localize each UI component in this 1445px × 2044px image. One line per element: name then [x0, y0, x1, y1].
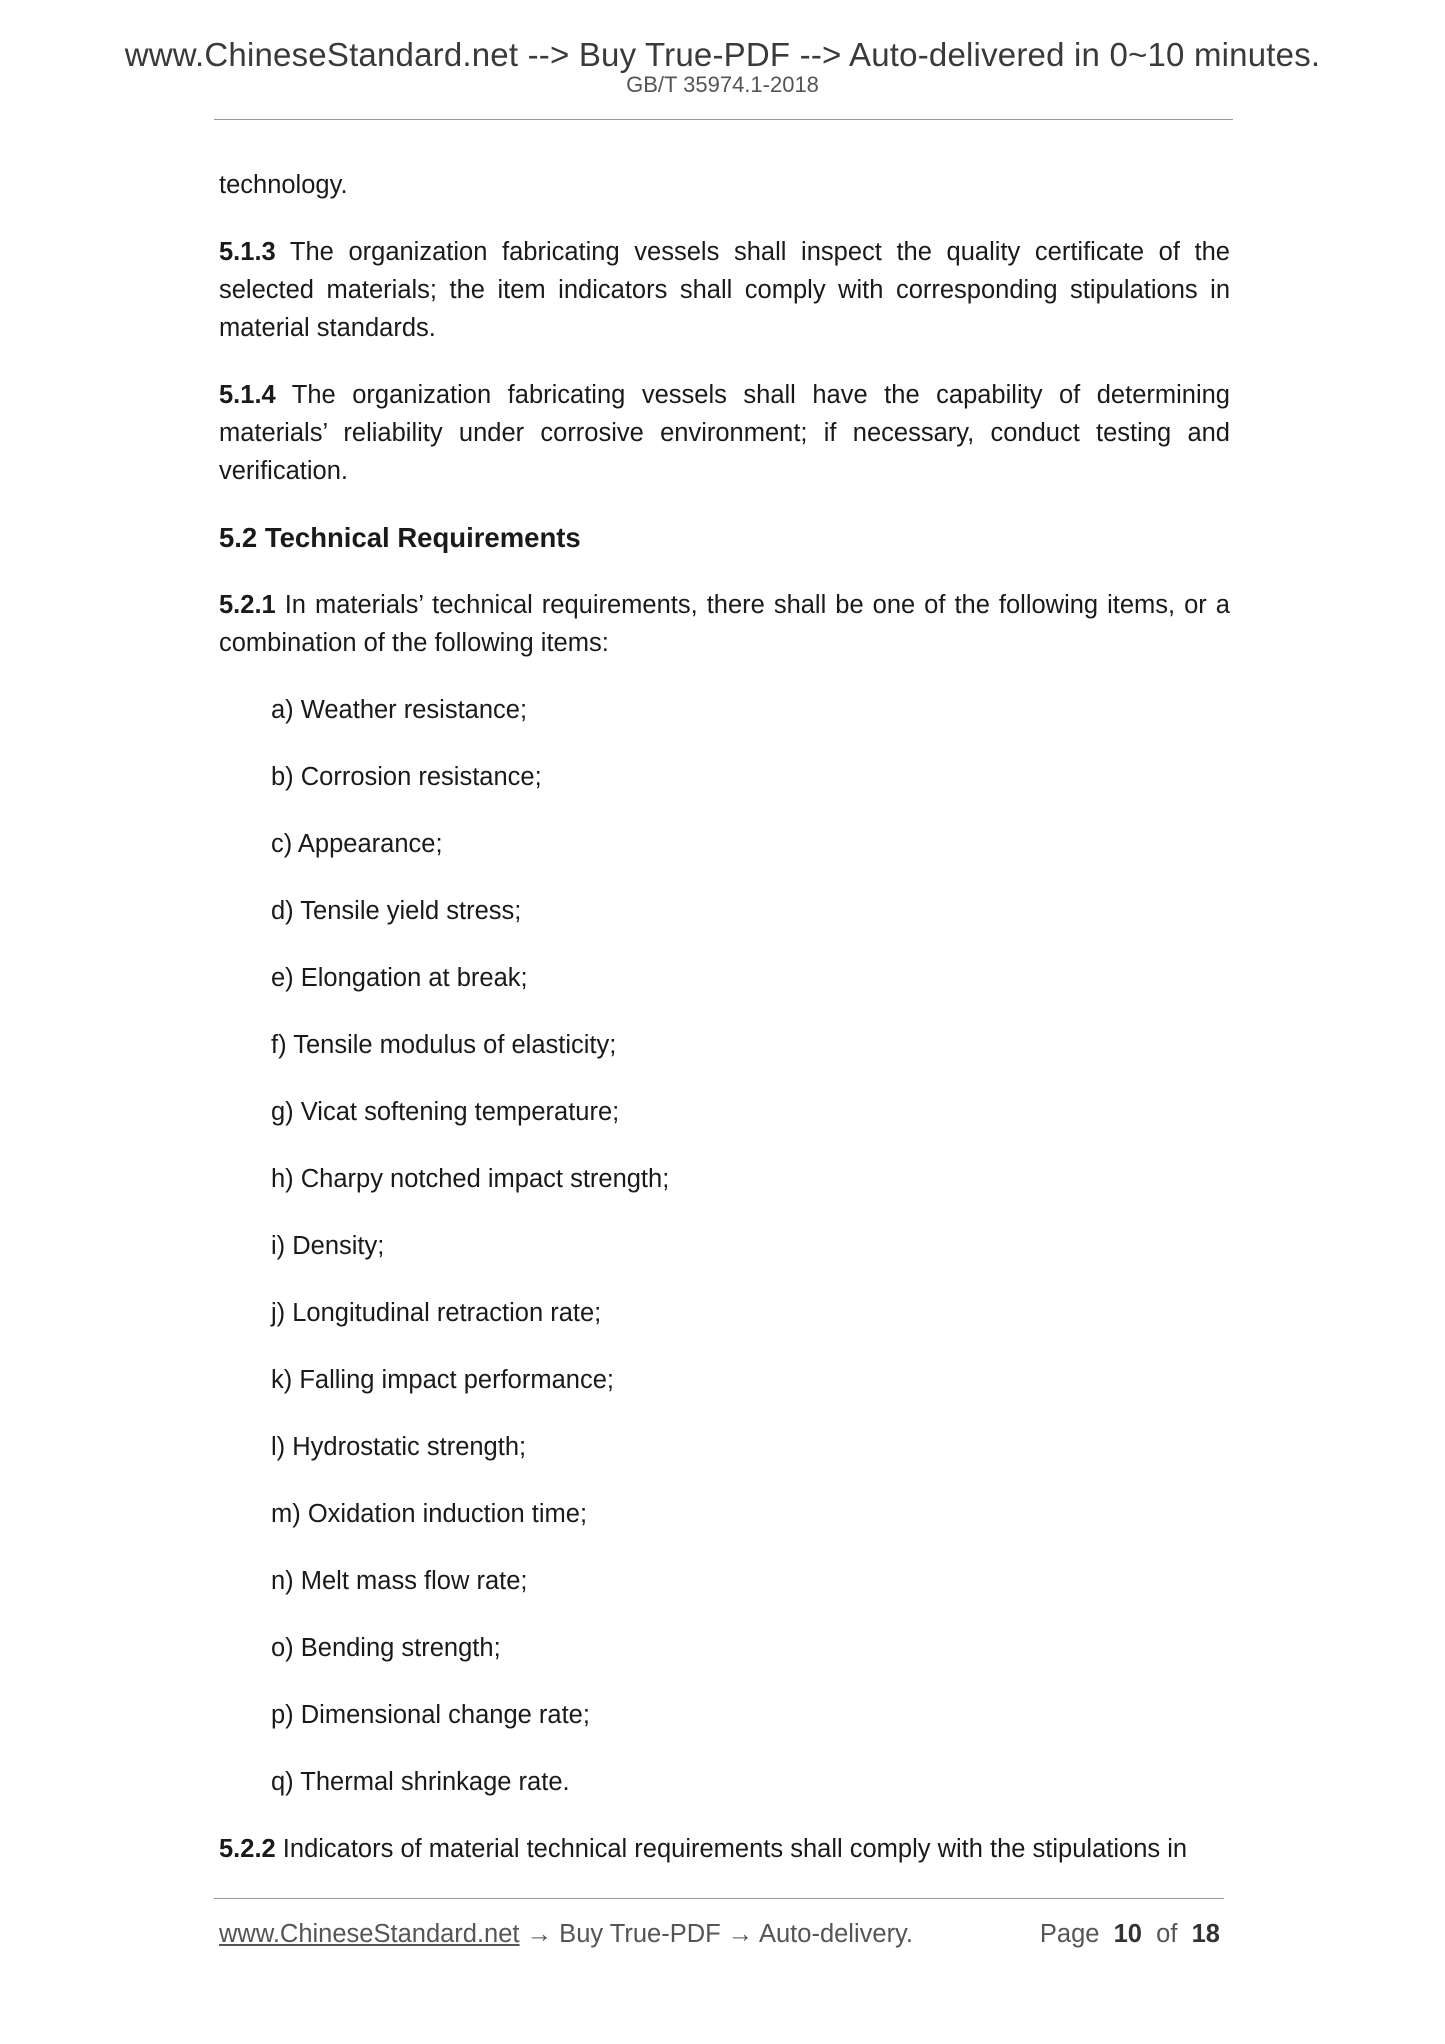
list-item: e) Elongation at break;: [271, 964, 528, 992]
list-item: m) Oxidation induction time;: [271, 1500, 588, 1528]
site-banner: www.ChineseStandard.net --> Buy True-PDF --> Auto-delivered in 0~10 minutes.: [124, 36, 1321, 73]
document-code: GB/T 35974.1-2018: [626, 72, 819, 97]
footer-left: [219, 1916, 913, 1952]
clause-text: Indicators of material technical requirements shall comply with the stipulations in: [275, 1835, 1188, 1863]
requirements-list: [219, 691, 1230, 1801]
list-item: g) Vicat softening temperature;: [271, 1098, 620, 1126]
clause-5-1-3: [219, 233, 1230, 347]
footer-tagline: → Buy True-PDF → Auto-delivery.: [519, 1920, 913, 1948]
list-item: q) Thermal shrinkage rate.: [271, 1768, 570, 1796]
clause-number: 5.2.2: [219, 1835, 276, 1863]
footer-divider: [214, 1898, 1224, 1899]
list-item: b) Corrosion resistance;: [271, 763, 542, 791]
clause-5-2-2: [219, 1830, 1230, 1868]
lead-text: technology.: [219, 171, 348, 199]
section-heading: 5.2 Technical Requirements: [219, 522, 581, 553]
list-item: c) Appearance;: [271, 830, 443, 858]
clause-text: In materials’ technical requirements, there shall be one of the following items, or a combination of the following items:: [219, 591, 1230, 657]
clause-text: The organization fabricating vessels shall inspect the quality certificate of the selected materials; the item indicators shall comply with corresponding stipulations in material standards.: [219, 238, 1230, 342]
total-pages: 18: [1191, 1920, 1220, 1948]
list-item: f) Tensile modulus of elasticity;: [271, 1031, 617, 1059]
list-item: h) Charpy notched impact strength;: [271, 1165, 670, 1193]
list-item: l) Hydrostatic strength;: [271, 1433, 527, 1461]
clause-5-2-1: [219, 586, 1230, 662]
page-footer: [219, 1916, 1225, 1952]
document-body: [219, 166, 1230, 1897]
page-number: 10: [1113, 1920, 1142, 1948]
clause-text: The organization fabricating vessels shall have the capability of determining materials’ reliability under corrosive environment; if necessary, conduct testing and verification.: [219, 381, 1230, 485]
list-item: k) Falling impact performance;: [271, 1366, 614, 1394]
list-item: d) Tensile yield stress;: [271, 897, 522, 925]
list-item: o) Bending strength;: [271, 1634, 501, 1662]
clause-5-1-4: [219, 376, 1230, 490]
list-item: i) Density;: [271, 1232, 385, 1260]
clause-number: 5.1.3: [219, 238, 276, 266]
page-indicator: [1040, 1916, 1220, 1952]
page-label: Page: [1039, 1920, 1100, 1948]
list-item: p) Dimensional change rate;: [271, 1701, 590, 1729]
clause-number: 5.2.1: [219, 591, 276, 619]
list-item: n) Melt mass flow rate;: [271, 1567, 528, 1595]
of-label: of: [1156, 1920, 1178, 1948]
list-item: a) Weather resistance;: [271, 696, 528, 724]
clause-number: 5.1.4: [219, 381, 276, 409]
header-divider: [214, 119, 1233, 120]
footer-site-link[interactable]: www.ChineseStandard.net: [219, 1920, 520, 1948]
list-item: j) Longitudinal retraction rate;: [271, 1299, 602, 1327]
